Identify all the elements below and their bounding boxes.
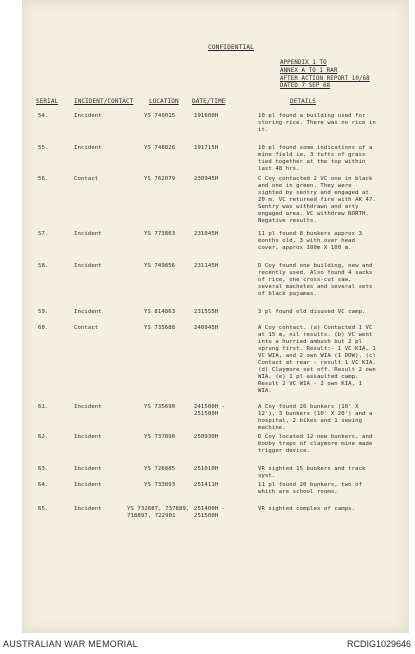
row-incident-type: Contact — [74, 176, 99, 182]
row-incident-type: Incident — [74, 309, 102, 315]
row-incident-type: Incident — [74, 434, 102, 440]
appendix-line: APPENDIX 1 TO — [280, 60, 327, 66]
row-datetime: 240945H — [194, 325, 219, 331]
row-details: D Coy located 12 new bunkers, and booby traps of claymore mine made trigger device. — [258, 434, 373, 454]
row-details: 10 pl found a building used for storing rice. There was no rice in it. — [258, 113, 376, 133]
row-incident-type: Incident — [74, 404, 102, 410]
row-location: YS 735688 — [144, 325, 176, 331]
appendix-line: ANNEX A TO 1 RAR — [280, 67, 338, 74]
row-location: YS 773863 — [144, 231, 176, 237]
row-location: YS 737890 — [144, 434, 176, 440]
row-datetime: 231145H — [194, 263, 219, 269]
row-incident-type: Incident — [74, 482, 102, 488]
row-datetime: 241500H - 251500H — [194, 404, 226, 417]
row-location: YS 732887, 737889, 718897, 722901 — [127, 506, 190, 519]
row-serial: 61. — [38, 404, 49, 410]
row-serial: 58. — [38, 263, 49, 269]
row-details: VR sighted 15 bunkers and track syst. — [258, 466, 366, 479]
row-serial: 57. — [38, 231, 49, 237]
row-details: 3 pl found old disused VC camp. — [258, 309, 366, 315]
row-serial: 55. — [38, 145, 49, 151]
row-datetime: 230945H — [194, 176, 219, 182]
row-details: D Coy found one building, new and recently used. Also found 4 sacks of rice, one cross-cut saw, several machetes and several sets of black pajamas. — [258, 263, 373, 297]
archive-footer — [0, 633, 415, 654]
row-incident-type: Incident — [74, 506, 102, 512]
col-header-location: LOCATION — [149, 98, 179, 105]
row-serial: 56. — [38, 176, 49, 182]
row-location: YS 735690 — [144, 404, 176, 410]
row-serial: 63. — [38, 466, 49, 472]
row-serial: 65. — [38, 506, 49, 512]
row-serial: 60. — [38, 325, 49, 331]
col-header-datetime: DATE/TIME — [192, 98, 226, 105]
row-details: C Coy contacted 2 VC one in black and one in green. They were sighted by sentry and engaged at 20 m. VC returned fire with AK 47. Sentry was withdrawn and arty engaged area. VC withdrew NORTH. Negative results. — [258, 176, 376, 224]
row-details: 11 pl found 20 bunkers, two of which are school rooms. — [258, 482, 363, 495]
row-location: YS 733893 — [144, 482, 176, 488]
col-header-serial: SERIAL — [36, 98, 59, 105]
row-location: YS 726885 — [144, 466, 176, 472]
row-datetime: 251411H — [194, 482, 219, 488]
row-datetime: 250930H — [194, 434, 219, 440]
document-page — [22, 0, 409, 633]
classification-heading: CONFIDENTIAL — [208, 44, 254, 51]
col-header-incident: INCIDENT/CONTACT — [74, 98, 134, 105]
appendix-line: DATED 7 SEP 68 — [280, 83, 331, 90]
footer-institution: AUSTRALIAN WAR MEMORIAL — [3, 639, 138, 649]
row-details: VR sighted complex of camps. — [258, 506, 356, 512]
row-incident-type: Incident — [74, 113, 102, 119]
row-datetime: 251400H - 251500H — [194, 506, 226, 519]
row-serial: 64. — [38, 482, 49, 488]
row-location: YS 814863 — [144, 309, 176, 315]
row-incident-type: Incident — [74, 466, 102, 472]
row-details: 10 pl found some indications of a mine field ie, 3 tufts of grass tied together at the top within last 48 hrs. — [258, 145, 373, 172]
row-details: A Coy found 26 bunkers (10' X 12'), 3 bunkers (10' X 20') and a hospital, 2 bikes and 1 sewing machine. — [258, 404, 373, 431]
appendix-reference — [280, 60, 370, 91]
row-serial: 62. — [38, 434, 49, 440]
row-location: YS 762079 — [144, 176, 176, 182]
row-serial: 59. — [38, 309, 49, 315]
footer-record-id: RCDIG1029646 — [346, 639, 411, 649]
row-details: A Coy contact. (a) Contacted 1 VC at 15 m, nil results. (b) VC went into a hurried ambush but 2 pl sprung first. Result:- 1 VC KIA, 1 VC WIA, and 2 own WIA (1 DOW). (c) Contact at rear - result 1 VC KIA. (d) Claymore set off. Result 2 own WIA. (e) 1 pl assaulted camp. Result 2 VC WIA - 2 own KIA, 1 WIA. — [258, 325, 376, 394]
row-location: YS 749856 — [144, 263, 176, 269]
row-location: YS 748826 — [144, 145, 176, 151]
row-serial: 54. — [38, 113, 49, 119]
col-header-details: DETAILS — [290, 98, 316, 105]
row-incident-type: Contact — [74, 325, 99, 331]
row-location: YS 740015 — [144, 113, 176, 119]
row-datetime: 191600H — [194, 113, 219, 119]
row-datetime: 231555H — [194, 309, 219, 315]
row-datetime: 191715H — [194, 145, 219, 151]
row-incident-type: Incident — [74, 145, 102, 151]
row-datetime: 251010H — [194, 466, 219, 472]
appendix-line: AFTER ACTION REPORT 10/68 — [280, 75, 370, 82]
row-datetime: 231045H — [194, 231, 219, 237]
row-incident-type: Incident — [74, 263, 102, 269]
row-incident-type: Incident — [74, 231, 102, 237]
row-details: 11 pl found 8 bunkers approx 3 months old, 3 with over head cover, approx 100m X 100 m. — [258, 231, 363, 251]
